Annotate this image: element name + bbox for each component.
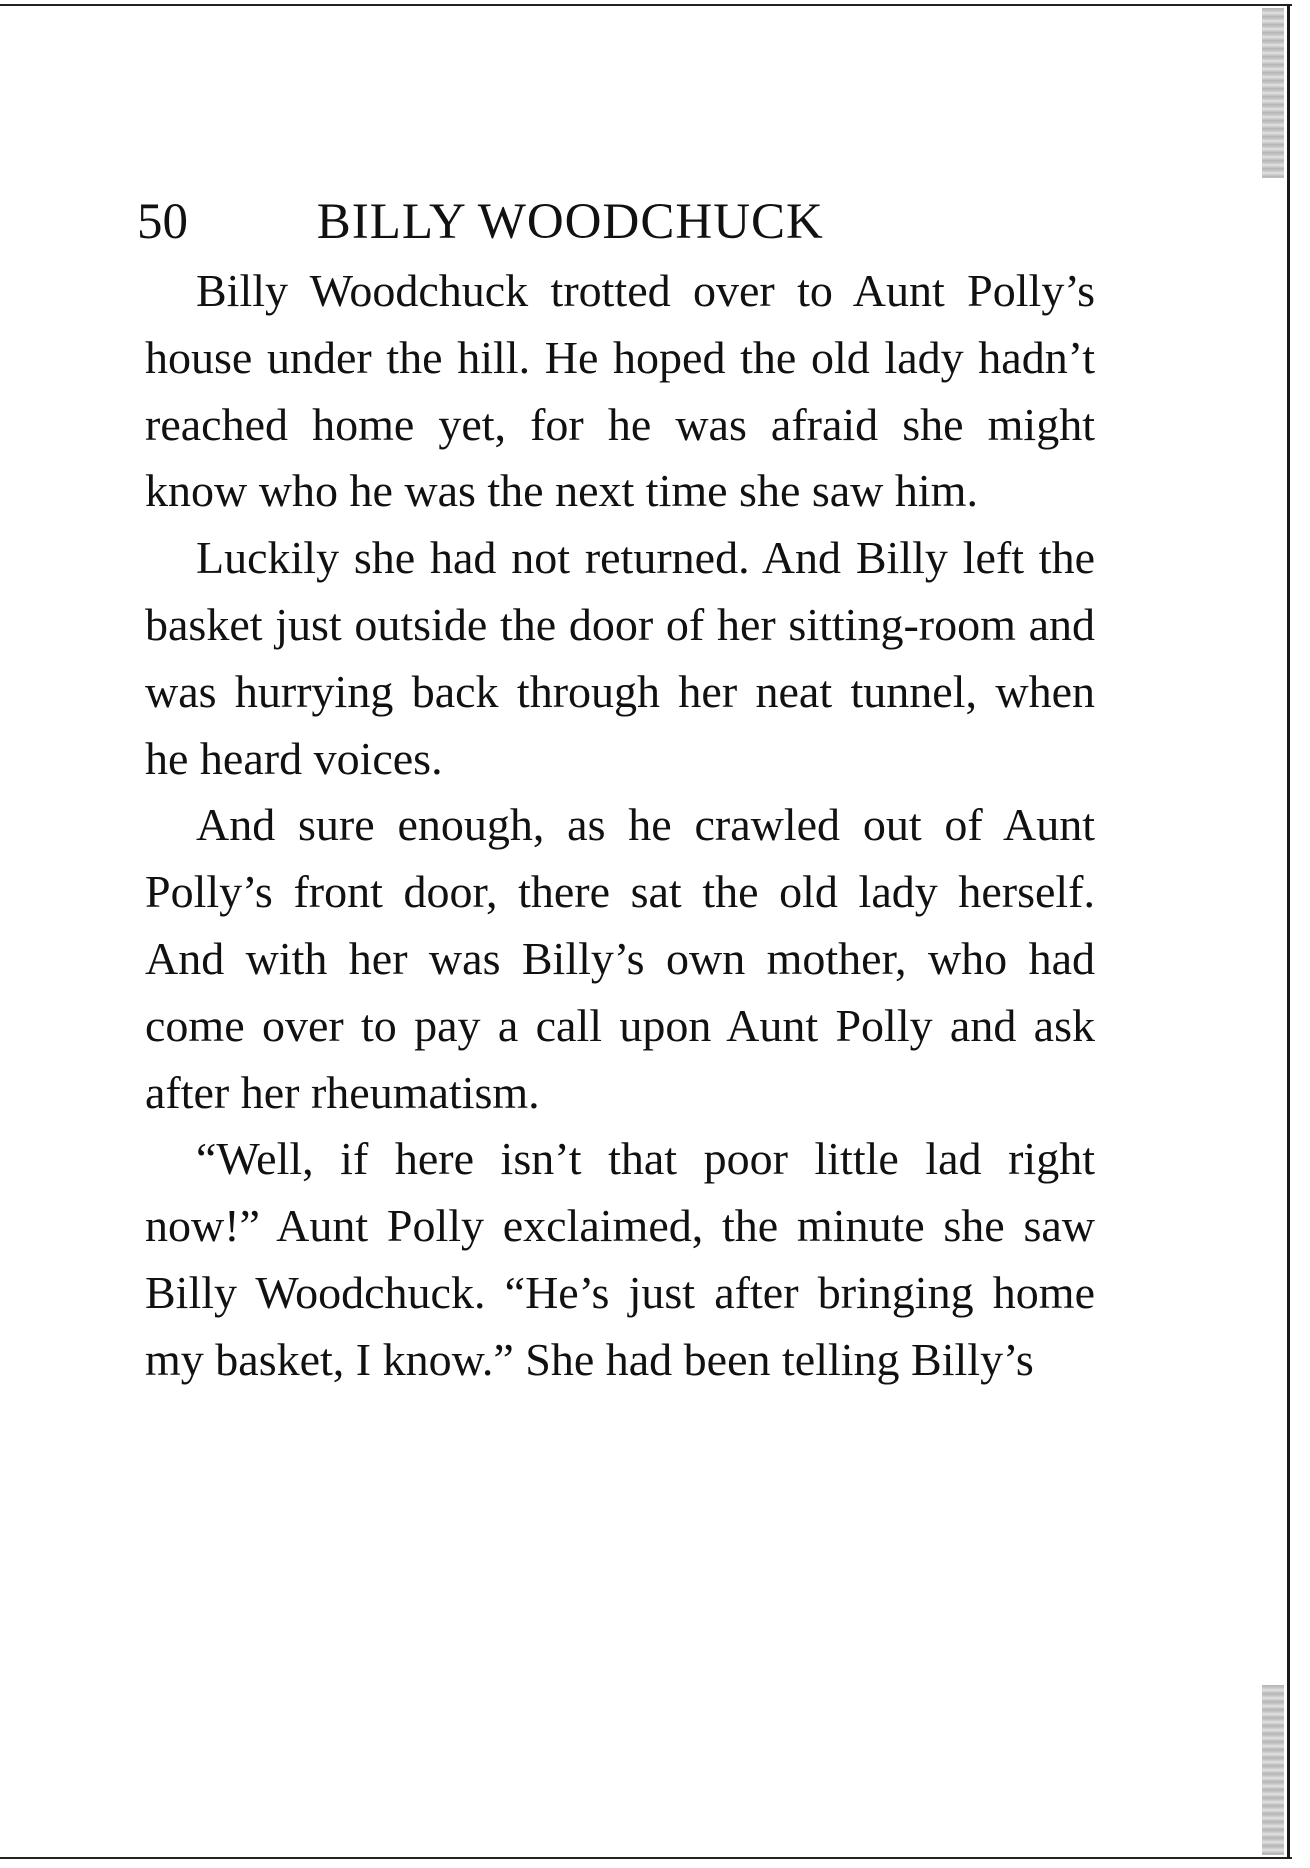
paragraph: Billy Woodchuck trotted over to Aunt Polly’s house under the hill. He hoped the old lady hadn’t reached home yet, for he was afraid she might know who he was the next time she saw him. <box>145 265 1095 517</box>
body-text <box>145 258 1095 1394</box>
top-border-line <box>0 4 1292 6</box>
page-header <box>137 192 1137 252</box>
page-number: 50 <box>137 194 188 250</box>
binding-shadow-top <box>1262 8 1284 178</box>
paragraph: “Well, if here isn’t that poor little lad right now!” Aunt Polly exclaimed, the minute she saw Billy Woodchuck. “He’s just after bringing home my basket, I know.” She had been telling Billy’s <box>145 1133 1095 1385</box>
binding-shadow-bottom <box>1262 1685 1284 1855</box>
page-right-edge <box>1287 4 1290 1859</box>
bottom-border-line <box>0 1857 1292 1859</box>
paragraph: Luckily she had not returned. And Billy left the basket just outside the door of her sitting-room and was hurrying back through her neat tunnel, when he heard voices. <box>145 532 1095 784</box>
running-title: BILLY WOODCHUCK <box>316 194 824 250</box>
paragraph: And sure enough, as he crawled out of Aunt Polly’s front door, there sat the old lady herself. And with her was Billy’s own mother, who had come over to pay a call upon Aunt Polly and ask after her rheumatism. <box>145 799 1095 1118</box>
